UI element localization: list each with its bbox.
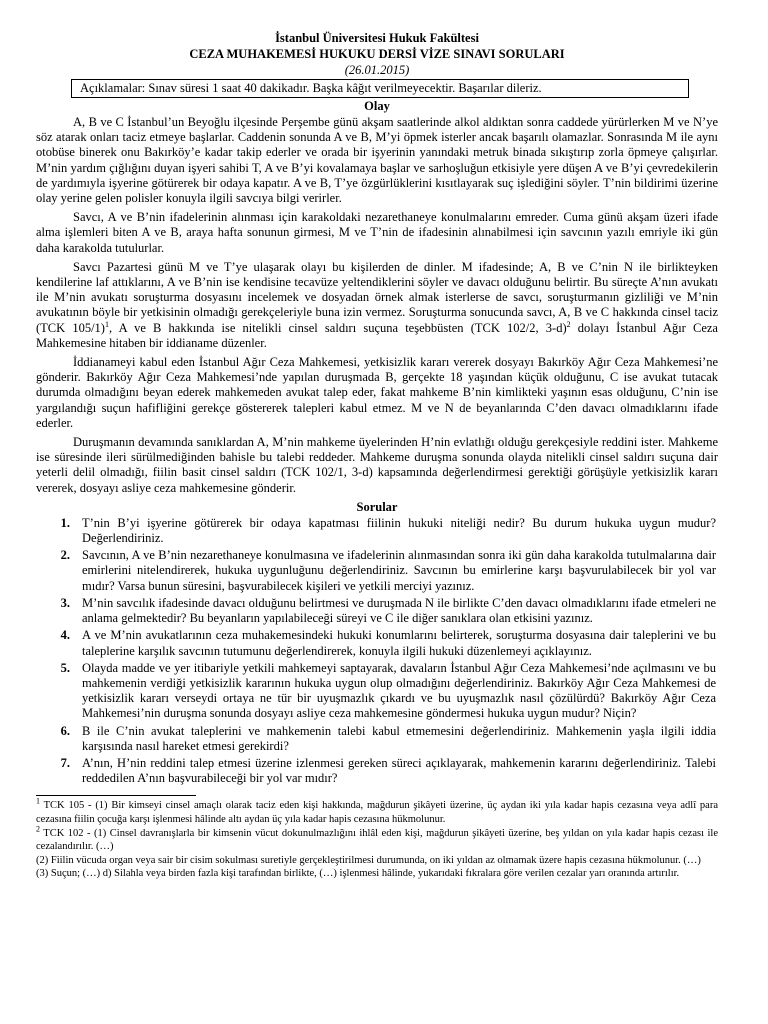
question-text: B ile C’nin avukat taleplerini ve mahkemenin talebi kabul etmemesini değerlendiriniz. Mahkemenin yaşla ilgili iddia karşısında nasıl hareket etmesi gerekirdi? [82, 723, 716, 753]
question-number: 2. [60, 548, 70, 563]
question-number: 5. [60, 660, 70, 675]
question-item [36, 548, 718, 594]
question-text: Olayda madde ve yer itibariyle yetkili mahkemeyi saptayarak, davaların İstanbul Ağır Ceza Mahkemesi’nde açılmasını ve bu mahkemenin verdiği yetkisizlik kararının hukuka uygun olup olmadığını değerlendiriniz. Bakırköy Ağır Ceza Mahkemesi de yetkisizlik kararı verseydi ortaya ne tür bir uyuşmazlık çıkardı ve bu uyuşmazlık nasıl çözülürdü? Bakırköy Ağır Ceza Mahkemesi’nin duruşma sonunda dosyayı asliye ceza mahkemesine göndermesi hukuka uygun mudur? Niçin? [82, 660, 716, 721]
question-item [36, 724, 718, 754]
footnote-ref-2: 2 [566, 319, 571, 329]
case-paragraph-4: İddianameyi kabul eden İstanbul Ağır Ceza Mahkemesi, yetkisizlik kararı vererek dosyayı Bakırköy Ağır Ceza Mahkemesi’ne gönderir. Bakırköy Ağır Ceza Mahkemesi’nde yapılan duruşmada B, gerçekte 18 yaşından küçük olduğunu, C ise avukat tutacak durumda olmadığını beyan ederek mahkemeden avukat talep eder, fakat mahkeme B’nin kimlikteki yaşının esas olduğunu, C’nin ise yargılandığı suçun hafifliğini gerekçe göstererek talepleri kabul etmez. M ve N de beyanlarında C’den davacı olmadıklarını ifade ederler. [36, 355, 718, 430]
question-number: 4. [60, 628, 70, 643]
exam-page [36, 30, 718, 881]
question-item [36, 661, 718, 722]
case-heading: Olay [364, 99, 390, 113]
footnote-2 [36, 824, 718, 854]
case-paragraph-3 [36, 260, 718, 351]
question-list [36, 516, 718, 786]
question-text: M’nin savcılık ifadesinde davacı olduğunu belirtmesi ve duruşmada N ile birlikte C’den davacı olmadıklarını ifade etmeleri ne anlama gelmektedir? Bu beyanların yapılabileceği süreyi ve C ile diğer sanıklara olan etkisini yazınız. [82, 595, 716, 626]
question-text: A’nın, H’nin reddini talep etmesi üzerine izlenmesi gereken süreci açıklayarak, mahkemenin kararını değerlendiriniz. Talebi reddedilen A’nın başvurabileceği bir yol var mıdır? [82, 755, 716, 786]
question-number: 7. [60, 755, 70, 770]
footnote-2-mark: 2 [36, 824, 40, 834]
question-number: 1. [60, 515, 70, 530]
question-text: T’nin B’yi işyerine götürerek bir odaya kapatması fiilinin hukuki niteliği nedir? Bu durum hukuka uygun mudur? Değerlendiriniz. [82, 515, 716, 546]
question-item [36, 628, 718, 658]
exam-date: (26.01.2015) [344, 63, 410, 77]
footnote-1 [36, 796, 718, 826]
question-text: Savcının, A ve B’nin nezarethaneye konulmasına ve ifadelerinin alınmasından sonra iki gün daha karakolda tutulmalarına dair emirlerini nitelendirerek, hukuka uygunluğunu değerlendiriniz. Savcının bu emirlerine karşı başvurulabilecek bir yol var mıdır? Varsa bunun süresini, başvurabilecek kişileri ve yetkili merciyi yazınız. [82, 548, 716, 593]
footnote-1-text: TCK 105 - (1) Bir kimseyi cinsel amaçlı olarak taciz eden kişi hakkında, mağdurun şikâyeti üzerine, üç aydan iki yıla kadar hapis cezasına veya adlî para cezasına fiilin çocuğa karşı işlenmesi hâlinde altı aydan üç yıla kadar hapis cezasına hükmolunur. [36, 800, 718, 825]
faculty-title: İstanbul Üniversitesi Hukuk Fakültesi [275, 31, 479, 45]
footnote-2-paragraph-3: (3) Suçun; (…) d) Silahla veya birden fazla kişi tarafından birlikte, (…) işlenmesi hâlinde, yukarıdaki fıkralara göre verilen cezalar yarı oranında artırılır. [36, 868, 680, 880]
case-paragraph-2: Savcı, A ve B’nin ifadelerinin alınması için karakoldaki nezarethaneye konulmalarını emreder. Cuma günü akşam üzeri ifade alma işlemleri biten A ve B, araya hafta sonunun girmesi, M ve T’nin de ifadesinin alınabilmesi için savcının yazılı emriyle iki gün daha karakolda tutulurlar. [36, 210, 718, 255]
question-number: 3. [60, 595, 70, 610]
question-number: 6. [60, 723, 70, 738]
question-item [36, 596, 718, 626]
footnote-2-paragraph-2: (2) Fiilin vücuda organ veya sair bir cisim sokulması suretiyle gerçekleştirilmesi durumunda, on iki yıldan az olmamak üzere hapis cezasına hükmolunur. (…) [36, 854, 701, 866]
footnote-2-text: TCK 102 - (1) Cinsel davranışlarla bir kimsenin vücut dokunulmazlığını ihlâl eden kişi, mağdurun şikâyeti üzerine, beş yıldan on yıla kadar hapis cezası ile cezalandırılır. (…) [36, 827, 718, 853]
case-paragraph-5: Duruşmanın devamında sanıklardan A, M’nin mahkeme üyelerinden H’nin evlatlığı olduğu gerekçesiyle reddini ister. Mahkeme ise süresinde ileri sürülmediğinden bahisle bu talebi reddeder. Mahkeme duruşma sonunda olayda nitelikli cinsel saldırı suçuna dair yeterli delil olmadığı, fiilin basit cinsel saldırı (TCK 102/1, 3-d) kapsamında değerlendirmesi gerektiği görüşüyle yetkisizlik kararı vererek, dosyayı asliye ceza mahkemesine gönderir. [36, 435, 718, 495]
footnote-ref-1: 1 [104, 319, 109, 329]
case-paragraph-3-text: Savcı Pazartesi günü M ve T’ye ulaşarak olayı bu kişilerden de dinler. M ifadesinde; A, B ve C’nin N ile birlikteyken kendilerine laf attıklarını, A ve B’nin ise kendisine tecavüze yeltendiklerini söyler ve davacı olduğunu belirtir. Bu süreçte A’nın avukatı ile M’nin avukatı soruşturma dosyasını incelemek ve dosyadan örnek almak isterlerse de savcı, soruşturmanın gizliliği ve M’nin avukatının böyle bir yetkisinin olmadığı gerekçeleriyle buna izin vermez. Soruşturma sonucunda savcı, A, B ve C hakkında cinsel taciz (TCK 105/1) [36, 259, 718, 335]
footnote-divider [36, 795, 196, 796]
questions-heading: Sorular [356, 499, 398, 514]
case-paragraph-3-mid: , A ve B hakkında ise nitelikli cinsel saldırı suçuna teşebbüsten (TCK 102/2, 3-d) [108, 320, 567, 335]
footnote-1-mark: 1 [36, 796, 40, 806]
question-text: A ve M’nin avukatlarının ceza muhakemesindeki hukuki konumlarını belirterek, soruşturma dosyasına dair taleplerini ve bu taleplerine karşılık savcının tutumunu değerlendirerek, konuyla ilgili hukuki düzenlemeyi açıklayınız. [82, 628, 716, 658]
question-item [36, 516, 718, 546]
question-item [36, 756, 718, 786]
case-paragraph-1: A, B ve C İstanbul’un Beyoğlu ilçesinde Perşembe günü akşam saatlerinde alkol aldıktan sonra caddede yürürlerken M ve N’ye söz atarak onları taciz etmeye başlarlar. Caddenin sonunda A ve B, M’yi öpmek isterler ancak başarılı olamazlar. Sonrasında M ile aynı otobüse binerek onu Bakırköy’e kadar takip ederler ve orada bir işyerinin yanındaki metruk binada sıkıştırıp zorla öpmeye çalışırlar. M’nin yardım çığlığını duyan işyeri sahibi T, A ve B’yi kovalamaya başlar ve sarhoşluğun etkisiyle yere düşen A ve B’yi çevredekilerin de yardımıyla işyerine götürerek bir odaya kapatır. A ve B, T’ye özgürlüklerini kısıtlayarak suç işlediğini söyler. T’nin bildirimi üzerine olay yerine gelen polisler konuyla ilgili savcıya bilgi verirler. [36, 115, 718, 206]
exam-title: CEZA MUHAKEMESİ HUKUKU DERSİ VİZE SINAVI SORULARI [189, 47, 565, 61]
instructions-box: Açıklamalar: Sınav süresi 1 saat 40 dakikadır. Başka kâğıt verilmeyecektir. Başarılar dileriz. [71, 79, 689, 98]
case-paragraph-3-end: dolayı İstanbul Ağır Ceza Mahkemesine hitaben bir iddianame düzenler. [36, 320, 718, 350]
